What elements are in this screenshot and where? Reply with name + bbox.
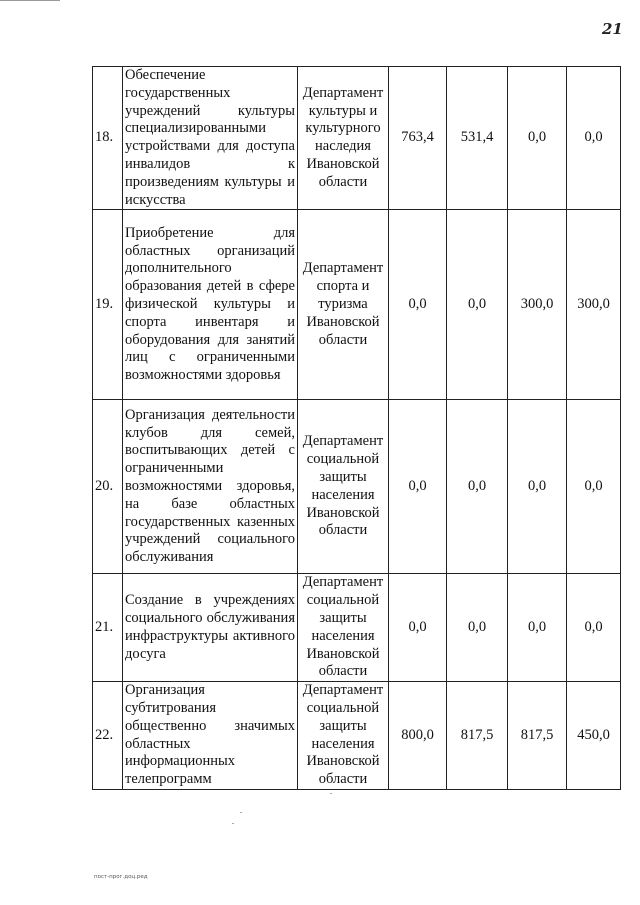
measure-name: Приобретение для областных организаций дополнительного образования детей в сфере физической культуры и спорта инвентаря и оборудования для занятий лиц с ограниченными возможностями здоровья bbox=[123, 210, 298, 400]
value-year-3: 817,5 bbox=[508, 682, 567, 790]
responsible-department: Департамент социальной защиты населения Ивановской области bbox=[298, 574, 389, 682]
value-year-1: 0,0 bbox=[389, 400, 447, 574]
value-year-2: 531,4 bbox=[447, 67, 508, 210]
top-edge-mark bbox=[0, 0, 60, 1]
table-row bbox=[93, 682, 621, 790]
value-year-4: 0,0 bbox=[567, 574, 621, 682]
program-measures-table bbox=[92, 66, 621, 790]
measure-name: Организация субтитрования общественно значимых областных информационных телепрограмм bbox=[123, 682, 298, 790]
value-year-4: 450,0 bbox=[567, 682, 621, 790]
table-row bbox=[93, 210, 621, 400]
value-year-3: 0,0 bbox=[508, 67, 567, 210]
responsible-department: Департамент спорта и туризма Ивановской области bbox=[298, 210, 389, 400]
value-year-1: 763,4 bbox=[389, 67, 447, 210]
measure-name: Обеспечение государственных учреждений культуры специализированными устройствами для доступа инвалидов к произведениям культуры и искусства bbox=[123, 67, 298, 210]
value-year-3: 0,0 bbox=[508, 574, 567, 682]
value-year-3: 300,0 bbox=[508, 210, 567, 400]
measure-name: Создание в учреждениях социального обслуживания инфраструктуры активного досуга bbox=[123, 574, 298, 682]
table-row bbox=[93, 574, 621, 682]
responsible-department: Департамент культуры и культурного наследия Ивановской области bbox=[298, 67, 389, 210]
row-number: 21. bbox=[93, 574, 123, 682]
scan-speck bbox=[330, 793, 332, 794]
measure-name: Организация деятельности клубов для семей, воспитывающих детей с ограниченными возможностями здоровья, на базе областных государственных казенных учреждений социального обслуживания bbox=[123, 400, 298, 574]
responsible-department: Департамент социальной защиты населения Ивановской области bbox=[298, 400, 389, 574]
value-year-2: 0,0 bbox=[447, 574, 508, 682]
value-year-2: 0,0 bbox=[447, 400, 508, 574]
value-year-1: 0,0 bbox=[389, 574, 447, 682]
scan-speck bbox=[240, 812, 242, 813]
row-number: 22. bbox=[93, 682, 123, 790]
value-year-3: 0,0 bbox=[508, 400, 567, 574]
value-year-1: 800,0 bbox=[389, 682, 447, 790]
value-year-4: 0,0 bbox=[567, 67, 621, 210]
responsible-department: Департамент социальной защиты населения Ивановской области bbox=[298, 682, 389, 790]
row-number: 18. bbox=[93, 67, 123, 210]
value-year-4: 300,0 bbox=[567, 210, 621, 400]
row-number: 19. bbox=[93, 210, 123, 400]
page-number: 21 bbox=[602, 20, 623, 38]
value-year-2: 817,5 bbox=[447, 682, 508, 790]
row-number: 20. bbox=[93, 400, 123, 574]
value-year-4: 0,0 bbox=[567, 400, 621, 574]
scan-speck bbox=[232, 823, 234, 824]
footer-file-code: пост-прог.доц.ред bbox=[94, 874, 148, 880]
value-year-2: 0,0 bbox=[447, 210, 508, 400]
value-year-1: 0,0 bbox=[389, 210, 447, 400]
table-row bbox=[93, 400, 621, 574]
table-row bbox=[93, 67, 621, 210]
